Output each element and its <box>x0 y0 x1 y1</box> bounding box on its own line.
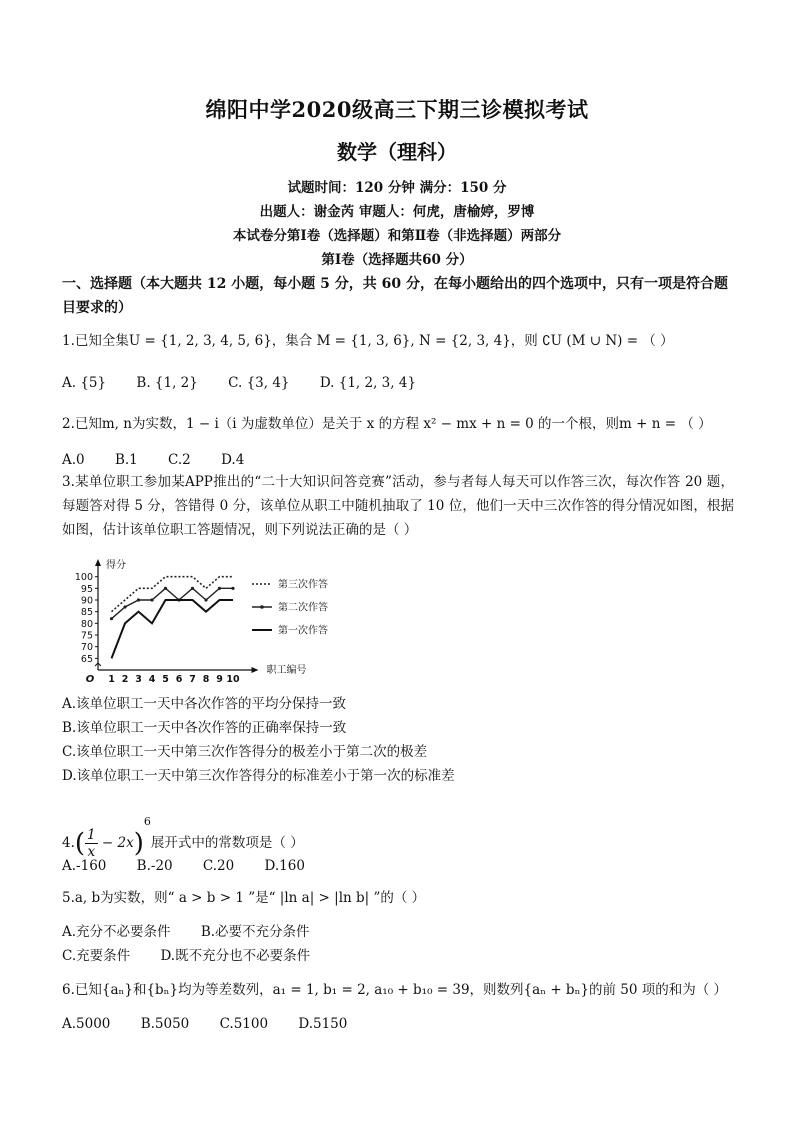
q4-option-d[interactable]: D.160 <box>264 858 305 874</box>
q4-exponent: 6 <box>143 815 151 828</box>
q5-option-c[interactable]: C.充要条件 <box>62 948 131 964</box>
q4-option-b[interactable]: B.-20 <box>136 858 173 874</box>
q4-rest: − 2x <box>97 835 134 851</box>
series-line-3 <box>112 600 234 658</box>
q3-chart <box>62 558 362 688</box>
series-point-2 <box>137 598 140 601</box>
q6-option-b[interactable]: B.5050 <box>140 1016 190 1032</box>
q2-option-b[interactable]: B.1 <box>114 452 138 468</box>
x-axis-arrow <box>252 667 259 673</box>
q5-text: 5.a, b为实数，则“ a > b > 1 ”是“ |ln a| > |ln b| ”的（ ） <box>62 890 426 906</box>
x-tick-label: 1 <box>108 674 115 685</box>
y-tick-label: 90 <box>80 595 93 607</box>
legend-label-2: 第二次作答 <box>278 602 328 614</box>
series-point-2 <box>164 587 167 590</box>
series-point-2 <box>123 605 126 608</box>
series-point-2 <box>231 587 234 590</box>
q1-options <box>62 373 734 393</box>
q3-option-d[interactable]: D.该单位职工一天中第三次作答得分的标准差小于第一次的标准差 <box>62 768 455 784</box>
part1-heading: 第Ⅰ卷（选择题共60 分） <box>321 252 473 268</box>
q2-option-d[interactable]: D.4 <box>221 452 245 468</box>
q2-option-a[interactable]: A.0 <box>62 452 85 468</box>
q4-suffix: 展开式中的常数项是（ ） <box>150 835 304 851</box>
q6-option-d[interactable]: D.5150 <box>298 1016 348 1032</box>
y-tick-label: 95 <box>80 583 93 595</box>
q4-option-c[interactable]: C.20 <box>202 858 235 874</box>
q4-option-a[interactable]: A.-160 <box>62 858 107 874</box>
q3-option-a[interactable]: A.该单位职工一天中各次作答的平均分保持一致 <box>62 696 347 712</box>
x-tick-label: 2 <box>121 674 129 685</box>
q3-option-c[interactable]: C.该单位职工一天中第三次作答得分的极差小于第二次的极差 <box>62 744 428 760</box>
legend-label-3: 第一次作答 <box>278 625 328 637</box>
q2-options <box>62 450 734 470</box>
q6-text: 6.已知{aₙ}和{bₙ}均为等差数列，a₁ = 1, b₁ = 2, a₁₀ + b₁₀ = 39，则数列{aₙ + bₙ}的前 50 项的和为（ ） <box>62 982 728 998</box>
y-tick-label: 75 <box>80 630 93 642</box>
q6-option-a[interactable]: A.5000 <box>62 1016 111 1032</box>
q1-option-c[interactable]: C. {3, 4} <box>228 375 290 391</box>
y-tick-label: 80 <box>80 618 93 630</box>
q5-options-row2 <box>62 946 734 966</box>
legend-marker-2 <box>260 605 264 609</box>
x-tick-label: 3 <box>135 674 142 685</box>
x-tick-label: 4 <box>148 674 156 685</box>
q4-prefix: 4. <box>62 835 75 851</box>
x-tick-label: 9 <box>216 674 223 685</box>
y-axis-arrow <box>95 559 101 566</box>
y-tick-label: 100 <box>74 572 93 584</box>
q1-option-a[interactable]: A. {5} <box>62 375 107 391</box>
q4-numerator: 1 <box>87 827 96 843</box>
exam-subtitle: 数学（理科） <box>337 140 457 164</box>
series-point-2 <box>204 598 207 601</box>
q4-denominator: x <box>87 844 96 860</box>
q4-text: 4.( $\frac{1}{x}$ − 2x)$^6$展开式中的常数项是（ ） <box>62 815 304 860</box>
y-tick-label: 65 <box>80 653 93 665</box>
series-point-2 <box>110 617 113 620</box>
x-axis-label: 职工编号 <box>266 665 307 676</box>
origin-label: O <box>85 674 95 685</box>
structure-line: 本试卷分第Ⅰ卷（选择题）和第Ⅱ卷（非选择题）两部分 <box>232 228 562 244</box>
authors-line: 出题人：谢金芮 审题人：何虎，唐榆婷，罗博 <box>259 204 535 220</box>
q2-option-c[interactable]: C.2 <box>168 452 191 468</box>
exam-title: 绵阳中学2020级高三下期三诊模拟考试 <box>205 97 589 122</box>
q4-options <box>62 856 734 876</box>
y-axis-label: 得分 <box>106 560 126 571</box>
q2-text: 2.已知m, n为实数，1 − i（i 为虚数单位）是关于 x 的方程 x² − mx + n = 0 的一个根，则m + n = （ ） <box>62 416 712 432</box>
series-point-2 <box>191 587 194 590</box>
x-tick-label: 6 <box>175 674 183 685</box>
q6-option-c[interactable]: C.5100 <box>219 1016 269 1032</box>
q1-text: 1.已知全集U = {1, 2, 3, 4, 5, 6}，集合 M = {1, 3, 6}, N = {2, 3, 4}，则 ∁U (M ∪ N) = （ ） <box>62 333 674 349</box>
q3-text: 3.某单位职工参加某APP推出的“二十大知识问答竞赛”活动，参与者每人每天可以作答三次，每次作答 20 题，每题答对得 5 分，答错得 0 分，该单位从职工中随机抽取了 10 位，他们一天中三次作答的得分情况如图，根据如图，估计该单位职工答题情况，则下列说法正确的是（ ） <box>62 474 734 538</box>
x-tick-label: 7 <box>189 674 196 685</box>
series-point-2 <box>150 598 153 601</box>
x-tick-label: 5 <box>162 674 169 685</box>
series-point-2 <box>218 587 221 590</box>
q5-option-a[interactable]: A.充分不必要条件 <box>62 924 171 940</box>
q5-option-b[interactable]: B.必要不充分条件 <box>200 924 310 940</box>
x-tick-label: 8 <box>202 674 210 685</box>
q1-option-b[interactable]: B. {1, 2} <box>136 375 198 391</box>
y-tick-label: 85 <box>80 607 93 619</box>
y-tick-label: 70 <box>80 642 93 654</box>
q3-option-b[interactable]: B.该单位职工一天中各次作答的正确率保持一致 <box>62 720 347 736</box>
time-score-line: 试题时间：120 分钟 满分：150 分 <box>287 180 507 196</box>
x-tick-label: 10 <box>226 674 240 685</box>
legend-label-1: 第三次作答 <box>278 579 328 591</box>
q5-options-row1 <box>62 922 734 942</box>
q5-option-d[interactable]: D.既不充分也不必要条件 <box>160 948 311 964</box>
q1-option-d[interactable]: D. {1, 2, 3, 4} <box>319 375 417 391</box>
section1-heading: 一、选择题（本大题共 12 小题，每小题 5 分，共 60 分，在每小题给出的四个选项中，只有一项是符合题目要求的） <box>62 276 728 316</box>
q6-options <box>62 1014 734 1034</box>
